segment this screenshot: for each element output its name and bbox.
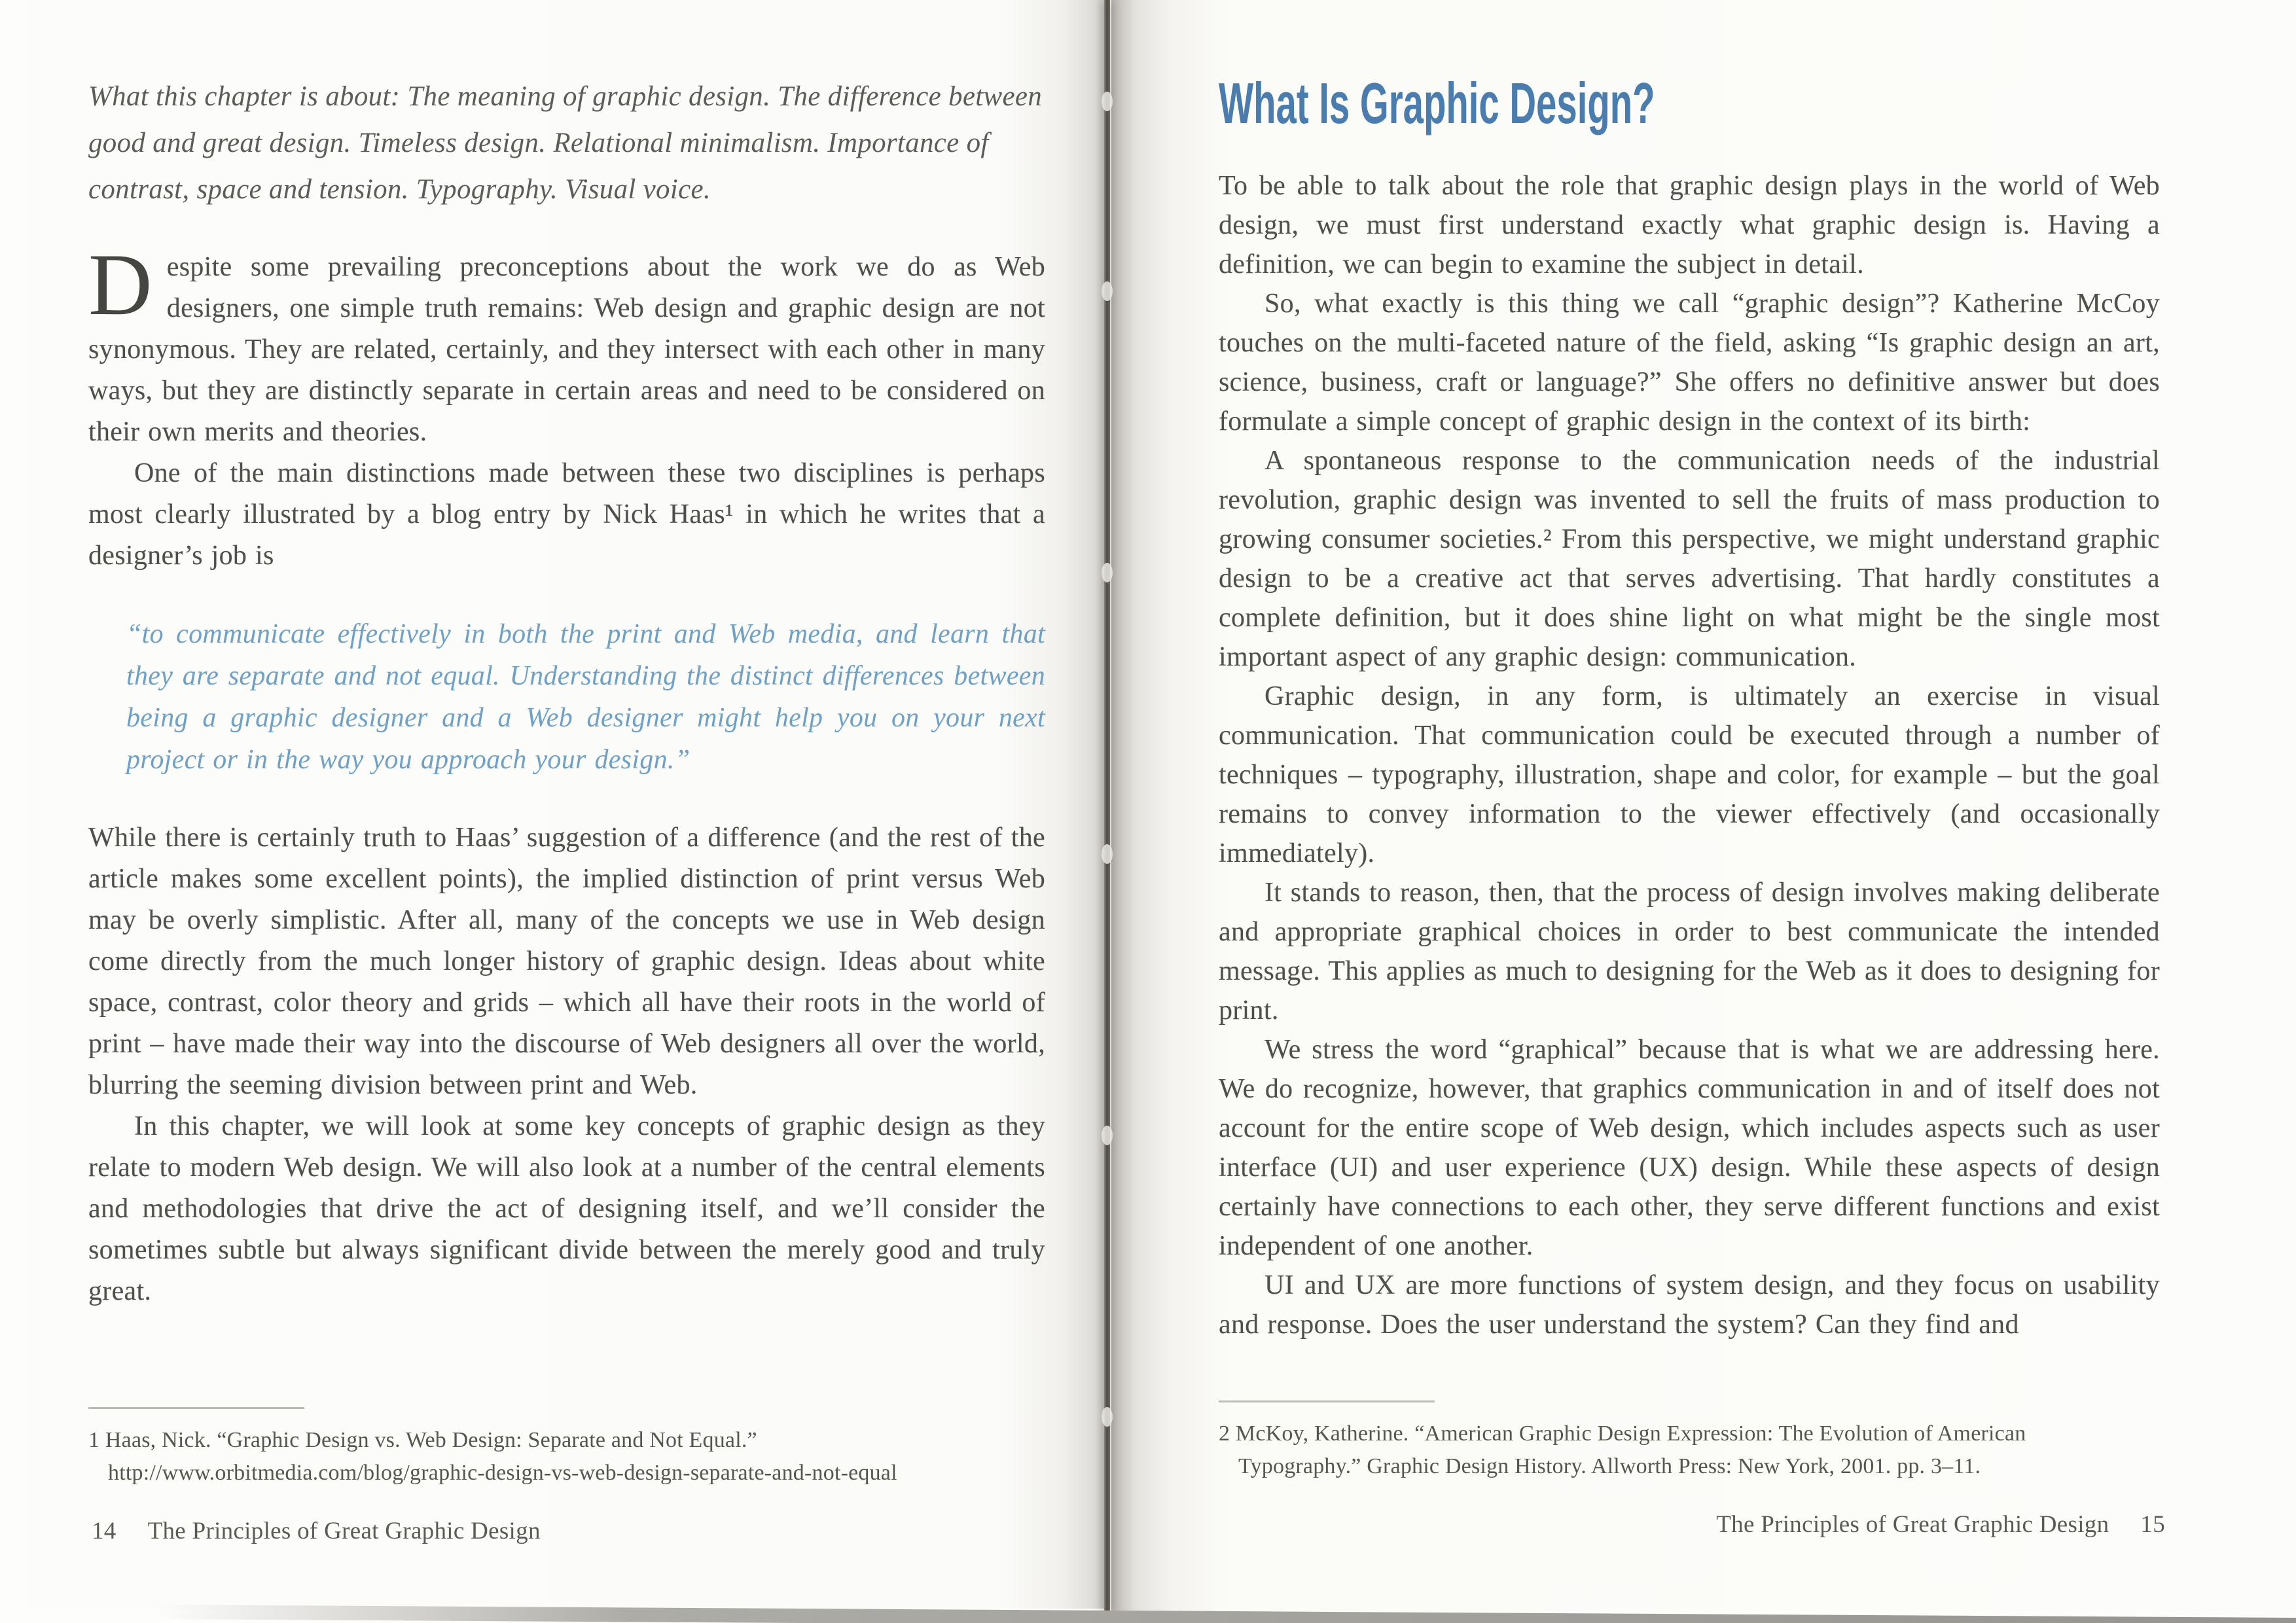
right-page-text-column: [1219, 71, 2160, 1344]
left-running-footer: [92, 1517, 541, 1545]
paragraph: [88, 236, 1045, 453]
paragraph: To be able to talk about the role that graphic design plays in the world of Web design, we must first understand exactly what graphic design is. Having a definition, we can begin to examine the subject in detail.: [1219, 171, 2160, 279]
footnote-citation: 1 Haas, Nick. “Graphic Design vs. Web Design: Separate and Not Equal.”: [88, 1428, 757, 1452]
page-number: 14: [92, 1518, 117, 1544]
footnote-citation: 2 McKoy, Katherine. “American Graphic Design Expression: The Evolution of American: [1219, 1421, 2026, 1446]
binding-stitch: [1102, 1407, 1113, 1427]
paragraph: While there is certainly truth to Haas’ suggestion of a difference (and the rest of the article makes some excellent points), the implied distinction of print versus Web may be overly simplistic. After all, many of the concepts we use in Web design come directly from the much longer history of graphic design. Ideas about white space, contrast, color theory and grids – which all have their roots in the world of print – have made their way into the discourse of Web designers all over the world, blurring the seeming division between print and Web.: [88, 823, 1045, 1100]
binding-stitch: [1102, 92, 1113, 111]
paragraph: UI and UX are more functions of system design, and they focus on usability and response. Does the user understand the system? Can they find and: [1219, 1270, 2160, 1340]
running-title: The Principles of Great Graphic Design: [1716, 1511, 2109, 1538]
paragraph: It stands to reason, then, that the process of design involves making deliberate and appropriate graphical choices in order to best communicate the intended message. This applies as much to designing for the Web as it does to designing for print.: [1219, 878, 2160, 1026]
book-spine: [1104, 0, 1110, 1614]
paragraph: So, what exactly is this thing we call “graphic design”? Katherine McCoy touches on the multi-faceted nature of the field, asking “Is graphic design an art, science, business, craft or language?” She offers no definitive answer but does formulate a simple concept of graphic design in the context of its birth:: [1219, 289, 2160, 437]
paragraph: Graphic design, in any form, is ultimately an exercise in visual communication. That communication could be executed through a number of techniques – typography, illustration, shape and color, for example – but the goal remains to convey information to the viewer effectively (and occasionally immediately).: [1219, 681, 2160, 868]
binding-stitch: [1102, 844, 1113, 864]
paragraph: One of the main distinctions made between these two disciplines is perhaps most clearly illustrated by a blog entry by Nick Haas¹ in which he writes that a designer’s job is: [88, 458, 1045, 571]
running-title: The Principles of Great Graphic Design: [147, 1518, 541, 1544]
paragraph: In this chapter, we will look at some key concepts of graphic design as they relate to modern Web design. We will also look at a number of the central elements and methodologies that drive the act of designing itself, and we’ll consider the sometimes subtle but always significant divide between the merely good and truly great.: [88, 1111, 1045, 1306]
paragraph: We stress the word “graphical” because that is what we are addressing here. We do recognize, however, that graphics communication in and of itself does not account for the entire scope of Web design, which includes aspects such as user interface (UI) and user experience (UX) design. While these aspects of design certainly have connections to each other, they serve different functions and exist independent of one another.: [1219, 1035, 2160, 1261]
pull-quote: “to communicate effectively in both the print and Web media, and learn that they are separate and not equal. Understanding the distinct differences between being a graphic designer and a Web designer might help you on your next project or in the way you approach your design.”: [126, 619, 1045, 775]
footnote: [88, 1424, 1057, 1489]
right-running-footer: [1219, 1510, 2165, 1539]
section-heading: What Is Graphic Design?: [1219, 71, 1655, 135]
binding-stitch: [1102, 281, 1113, 301]
paragraph: A spontaneous response to the communication needs of the industrial revolution, graphic design was invented to sell the fruits of mass production to growing consumer societies.² From this perspective, we might understand graphic design to be a creative act that serves advertising. That hardly constitutes a complete definition, but it does shine light on what might be the single most important aspect of any graphic design: communication.: [1219, 446, 2160, 672]
binding-stitch: [1102, 1126, 1113, 1145]
footnote: [1219, 1418, 2174, 1483]
drop-cap: D: [88, 236, 152, 334]
paragraph-text: espite some prevailing preconceptions about the work we do as Web designers, one simple truth remains: Web design and graphic design are not synonymous. They are related, certainly, and they intersect with each other in many ways, but they are distinctly separate in certain areas and need to be considered on their own merits and theories.: [88, 252, 1045, 447]
footnote-citation-continued: Typography.” Graphic Design History. Allworth Press: New York, 2001. pp. 3–11.: [1238, 1454, 1981, 1478]
binding-stitch: [1102, 563, 1113, 582]
left-page-text-column: [88, 73, 1045, 1312]
footnote-divider: [1219, 1400, 1435, 1402]
footnote-divider: [88, 1407, 304, 1409]
chapter-abstract: What this chapter is about: The meaning of graphic design. The difference between good and great design. Timeless design. Relational minimalism. Importance of contrast, space and tension. Typography. Visual voice.: [88, 81, 1043, 205]
page-number: 15: [2140, 1511, 2165, 1538]
footnote-url: http://www.orbitmedia.com/blog/graphic-design-vs-web-design-separate-and-not-equal: [108, 1461, 897, 1485]
